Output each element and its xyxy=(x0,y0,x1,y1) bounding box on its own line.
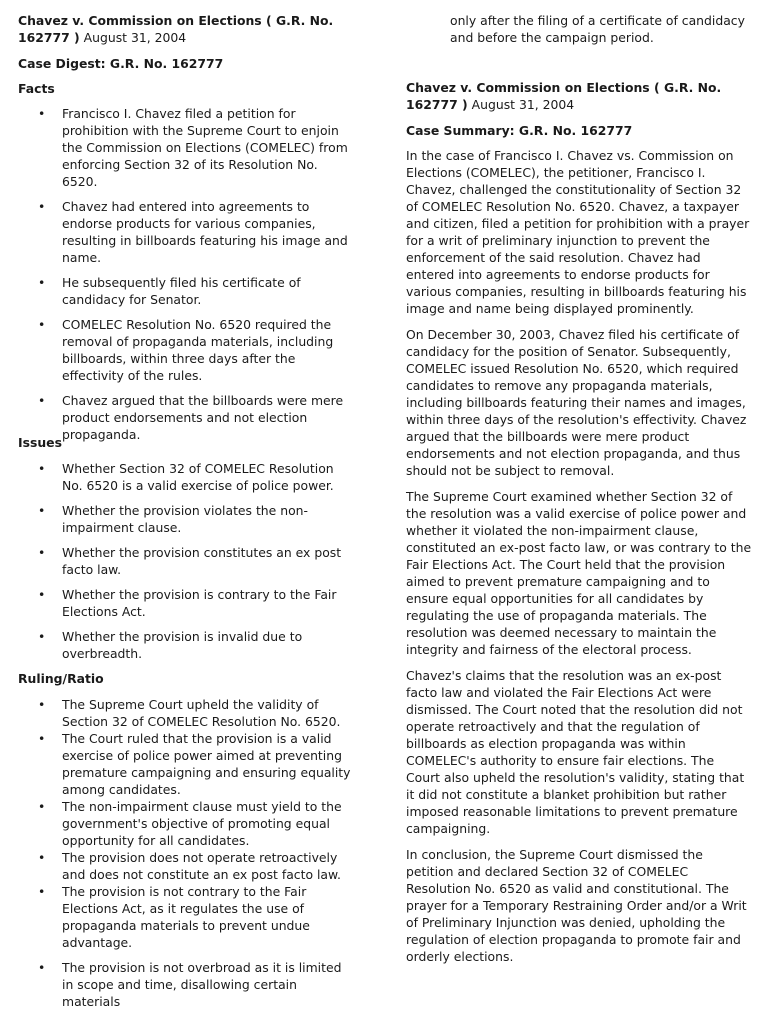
case-title-bold: Chavez v. Commission on Elections ( G.R. No. 162777 ) xyxy=(406,80,722,112)
ruling-item xyxy=(18,798,352,849)
issue-item xyxy=(18,628,352,662)
issues-list xyxy=(18,460,352,662)
summary-body xyxy=(406,147,752,965)
case-date: August 31, 2004 xyxy=(79,30,187,45)
fact-text: Chavez had entered into agreements to endorse products for various companies, resulting in billboards featuring his image and name. xyxy=(62,199,348,265)
bullet-icon: • xyxy=(38,317,46,332)
ruling-item xyxy=(18,959,352,1010)
fact-text: Francisco I. Chavez filed a petition for prohibition with the Supreme Court to enjoin the Commission on Elections (COMELEC) from enforcing Section 32 of its Resolution No. 6520. xyxy=(62,106,348,189)
issue-text: Whether the provision constitutes an ex post facto law. xyxy=(62,545,342,577)
fact-item xyxy=(18,105,352,190)
summary-paragraph: On December 30, 2003, Chavez filed his certificate of candidacy for the position of Senator. Subsequently, COMELEC issued Resolution No. 6520, which required candidates to remove any propaganda materials, including billboards featuring their names and images, within three days of the resolution's effectivity. Chavez argued that the billboards were mere product endorsements and not election propaganda, and thus should not be subject to removal. xyxy=(406,327,747,478)
ruling-item xyxy=(18,696,352,730)
fact-text: COMELEC Resolution No. 6520 required the removal of propaganda materials, including billboards, within three days after the effectivity of the rules. xyxy=(62,317,334,383)
fact-item xyxy=(18,198,352,266)
bullet-icon: • xyxy=(38,629,46,644)
bullet-icon: • xyxy=(38,393,46,408)
issue-text: Whether the provision violates the non-impairment clause. xyxy=(62,503,308,535)
ruling-text: The Supreme Court upheld the validity of Section 32 of COMELEC Resolution No. 6520. xyxy=(62,697,341,729)
ruling-item xyxy=(18,883,352,951)
case-summary-label: Case Summary: G.R. No. 162777 xyxy=(406,123,633,138)
bullet-icon: • xyxy=(38,545,46,560)
issues-heading: Issues xyxy=(18,435,62,450)
case-title-bold: Chavez v. Commission on Elections ( G.R. No. 162777 ) xyxy=(18,13,334,45)
bullet-icon: • xyxy=(38,799,46,814)
bullet-icon: • xyxy=(38,199,46,214)
issue-item xyxy=(18,544,352,578)
ruling-text: The Court ruled that the provision is a valid exercise of police power aimed at preventing premature campaigning and ensuring equality among candidates. xyxy=(62,731,351,797)
summary-paragraph: In conclusion, the Supreme Court dismissed the petition and declared Section 32 of COMELEC Resolution No. 6520 as valid and constitutional. The prayer for a Temporary Restraining Order and/or a Writ of Preliminary Injunction was denied, upholding the regulation of election propaganda to promote fair and orderly elections. xyxy=(406,847,747,964)
fact-item xyxy=(18,274,352,308)
issue-text: Whether Section 32 of COMELEC Resolution No. 6520 is a valid exercise of police power. xyxy=(62,461,334,493)
ruling-heading: Ruling/Ratio xyxy=(18,671,104,686)
fact-item xyxy=(18,316,352,384)
summary-paragraph: The Supreme Court examined whether Section 32 of the resolution was a valid exercise of police power and whether it violated the non-impairment clause, constituted an ex-post facto law, or was contrary to the Fair Elections Act. The Court held that the provision aimed to prevent premature campaigning and to ensure equal opportunities for all candidates by regulating the use of propaganda materials. The resolution was deemed necessary to maintain the integrity and fairness of the electoral process. xyxy=(406,489,752,657)
ruling-item xyxy=(18,730,352,798)
summary-paragraph: Chavez's claims that the resolution was an ex-post facto law and violated the Fair Elections Act were dismissed. The Court noted that the resolution did not operate retroactively and that the regulation of billboards as election propaganda was within COMELEC's authority to ensure fair elections. The Court also upheld the resolution's validity, stating that it did not constitute a blanket prohibition but rather imposed reasonable limitations to prevent premature campaigning. xyxy=(406,668,745,836)
ruling-text: The non-impairment clause must yield to the government's objective of promoting equal opportunity for all candidates. xyxy=(62,799,342,848)
case-title xyxy=(406,79,726,113)
ruling-text: The provision is not overbroad as it is limited in scope and time, disallowing certain materials xyxy=(62,960,342,1009)
ruling-text: The provision is not contrary to the Fair Elections Act, as it regulates the use of propaganda materials to prevent undue advantage. xyxy=(62,884,310,950)
ruling-item xyxy=(18,849,352,883)
bullet-icon: • xyxy=(38,503,46,518)
case-title xyxy=(18,12,338,46)
fact-text: Chavez argued that the billboards were mere product endorsements and not election propaganda. xyxy=(62,393,344,442)
ruling-list xyxy=(18,696,352,1010)
continued-text: only after the filing of a certificate of candidacy and before the campaign period. xyxy=(450,13,745,45)
fact-text: He subsequently filed his certificate of candidacy for Senator. xyxy=(62,275,301,307)
issue-item xyxy=(18,460,352,494)
bullet-icon: • xyxy=(38,587,46,602)
fact-item xyxy=(18,392,352,443)
issue-text: Whether the provision is contrary to the Fair Elections Act. xyxy=(62,587,337,619)
issue-item xyxy=(18,502,352,536)
case-date: August 31, 2004 xyxy=(467,97,575,112)
bullet-icon: • xyxy=(38,697,46,712)
bullet-icon: • xyxy=(38,960,46,975)
issue-text: Whether the provision is invalid due to overbreadth. xyxy=(62,629,303,661)
case-digest-label: Case Digest: G.R. No. 162777 xyxy=(18,56,224,71)
facts-list xyxy=(18,105,352,443)
bullet-icon: • xyxy=(38,884,46,899)
facts-heading: Facts xyxy=(18,81,55,96)
issue-item xyxy=(18,586,352,620)
bullet-icon: • xyxy=(38,850,46,865)
bullet-icon: • xyxy=(38,731,46,746)
bullet-icon: • xyxy=(38,461,46,476)
summary-paragraph: In the case of Francisco I. Chavez vs. Commission on Elections (COMELEC), the petitioner, Francisco I. Chavez, challenged the constitutionality of Section 32 of COMELEC Resolution No. 6520. Chavez, a taxpayer and citizen, filed a petition for prohibition with a prayer for a writ of preliminary injunction to prevent the enforcement of the said resolution. Chavez had entered into agreements to endorse products for various companies, resulting in billboards featuring his image and name being displayed prominently. xyxy=(406,148,750,316)
bullet-icon: • xyxy=(38,275,46,290)
bullet-icon: • xyxy=(38,106,46,121)
ruling-text: The provision does not operate retroactively and does not constitute an ex post facto law. xyxy=(62,850,341,882)
